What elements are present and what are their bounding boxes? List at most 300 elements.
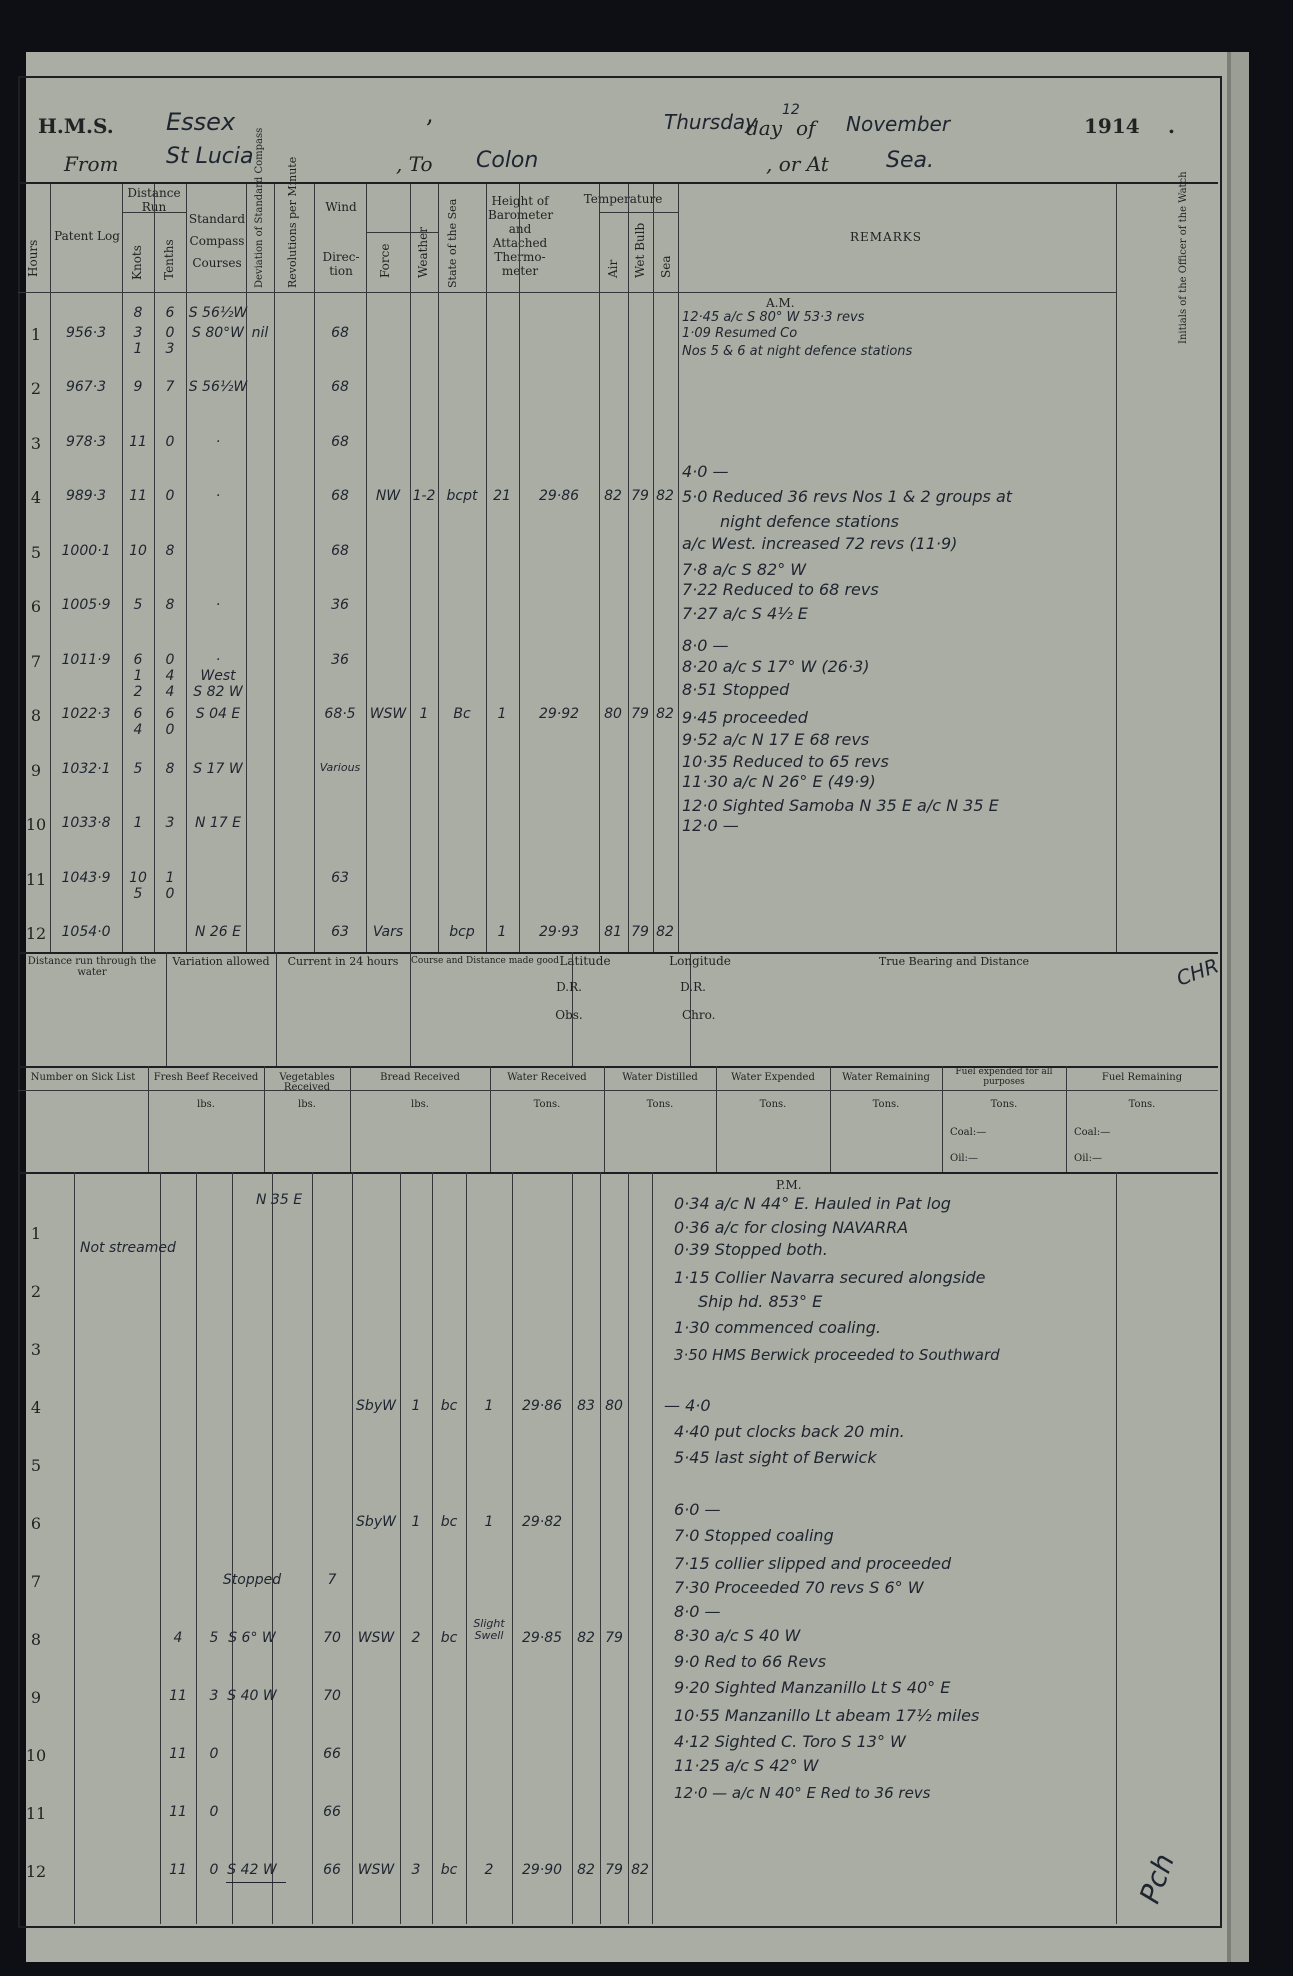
am-extra-knots: 1 xyxy=(133,340,143,357)
am-rev-4: 68 xyxy=(331,488,349,504)
am-remark: 8·20 a/c S 17° W (26·3) xyxy=(682,657,870,676)
am-hour-3: 3 xyxy=(30,433,42,453)
am-col-line xyxy=(486,184,487,952)
am-rev-6: 36 xyxy=(331,597,349,613)
pm-sea-state-12: 2 xyxy=(484,1862,494,1878)
am-remark: 7·27 a/c S 4½ E xyxy=(682,604,808,623)
am-course-2: S 56½W xyxy=(188,379,248,395)
am-log-1: 956·3 xyxy=(65,324,107,341)
coal-label: Coal:— xyxy=(1074,1127,1111,1138)
am-log-6: 1005·9 xyxy=(61,597,111,613)
am-remark: 9·52 a/c N 17 E 68 revs xyxy=(682,730,870,749)
force-header: Force xyxy=(378,243,392,278)
pm-hour-10: 10 xyxy=(25,1746,47,1765)
wind-header: Wind xyxy=(325,200,357,214)
ship-name: Essex xyxy=(166,108,236,136)
pm-baro-12: 29·90 xyxy=(521,1862,563,1878)
am-col-line xyxy=(186,184,187,952)
am-knots-9: 5 xyxy=(133,760,143,777)
latitude-label: Latitude xyxy=(559,954,611,968)
at-location: Sea. xyxy=(886,148,934,173)
am-baro-8: 29·92 xyxy=(538,706,580,722)
day-number: 12 xyxy=(782,102,800,118)
barometer-header: Height of Barometer and Attached Thermo-meter xyxy=(488,194,554,278)
supplies-header-0: Number on Sick List xyxy=(30,1072,136,1083)
supplies-header-3: Bread Received xyxy=(380,1072,460,1083)
am-col-line xyxy=(628,184,629,952)
pm-remark: 7·15 collier slipped and proceeded xyxy=(674,1554,952,1573)
pm-remark: 12·0 — a/c N 40° E Red to 36 revs xyxy=(674,1784,931,1802)
pm-knots-9: 11 xyxy=(169,1688,187,1704)
am-remark: 8·0 — xyxy=(682,636,729,655)
pm-wind-dir-12: WSW xyxy=(357,1862,395,1878)
pm-remark: 1·15 Collier Navarra secured alongside xyxy=(674,1268,986,1287)
compass-header: Standard Compass Courses xyxy=(188,212,246,270)
pm-remark: 7·0 Stopped coaling xyxy=(674,1526,834,1545)
am-remark: 7·8 a/c S 82° W xyxy=(682,560,807,579)
of-label: of xyxy=(796,116,816,140)
am-tenths-5: 8 xyxy=(165,542,175,559)
pm-remark: 8·30 a/c S 40 W xyxy=(674,1626,801,1645)
am-weather-8: Bc xyxy=(453,706,471,722)
am-tenths-6: 8 xyxy=(165,597,175,613)
pm-label: P.M. xyxy=(776,1178,802,1192)
pm-remark: 5·45 last sight of Berwick xyxy=(674,1448,877,1467)
am-force-4: 1-2 xyxy=(412,488,436,504)
am-sea-state-8: 1 xyxy=(497,706,507,722)
am-sea-state-12: 1 xyxy=(497,924,507,940)
pm-knots-10: 11 xyxy=(169,1746,187,1762)
header-bottom-line xyxy=(18,292,1116,293)
am-extra-course: West xyxy=(200,667,236,684)
am-tenths-2: 7 xyxy=(165,379,175,395)
pm-weather-8: bc xyxy=(440,1630,458,1646)
initials-header: Initials of the Officer of the Watch xyxy=(1178,171,1189,344)
pm-hour-6: 6 xyxy=(30,1514,42,1533)
weekday: Thursday xyxy=(664,110,757,134)
am-wet-8: 79 xyxy=(631,706,649,722)
supplies-unit-9: Tons. xyxy=(1128,1099,1156,1110)
am-remark: 11·30 a/c N 26° E (49·9) xyxy=(682,772,876,791)
am-extra-tenths: 4 xyxy=(165,683,175,700)
am-rev-5: 68 xyxy=(331,542,349,559)
pm-remark: 3·50 HMS Berwick proceeded to Southward xyxy=(674,1346,1000,1364)
am-weather-4: bcpt xyxy=(446,488,478,504)
am-col-line xyxy=(1116,184,1117,952)
pm-course-7: Stopped xyxy=(222,1572,282,1588)
am-wind-dir-12: Vars xyxy=(372,924,404,940)
am-log-2: 967·3 xyxy=(65,379,107,395)
coal-label: Coal:— xyxy=(950,1127,987,1138)
pm-rev-8: 70 xyxy=(323,1630,341,1646)
pm-course-12: S 42 W xyxy=(227,1862,277,1878)
am-col-line xyxy=(274,184,275,952)
am-knots-5: 10 xyxy=(129,542,147,559)
am-log-4: 989·3 xyxy=(65,488,107,504)
pm-remark: 0·39 Stopped both. xyxy=(674,1240,828,1259)
am-tenths-10: 3 xyxy=(165,815,175,831)
at-label: , or At xyxy=(766,152,829,176)
supplies-header-5: Water Distilled xyxy=(622,1072,698,1083)
am-hour-7: 7 xyxy=(30,651,42,671)
am-col-line xyxy=(519,184,520,952)
supplies-unit-7: Tons. xyxy=(872,1099,900,1110)
am-extra-tenths: 0 xyxy=(165,722,175,738)
am-air-4: 82 xyxy=(604,488,622,504)
deviation-header: Deviation of Standard Compass xyxy=(254,127,265,288)
hms-label: H.M.S. xyxy=(38,114,114,138)
pm-hour-3: 3 xyxy=(30,1340,42,1359)
am-log-10: 1033·8 xyxy=(61,815,111,831)
am-remark: 1·09 Resumed Co xyxy=(682,326,798,341)
am-force-8: 1 xyxy=(419,706,429,722)
am-knots-2: 9 xyxy=(133,379,143,395)
pm-tenths-10: 0 xyxy=(209,1746,219,1762)
supplies-header-9: Fuel Remaining xyxy=(1101,1072,1183,1083)
knots-header: Knots xyxy=(130,245,144,280)
remarks-header: REMARKS xyxy=(850,230,922,244)
pm-weather-12: bc xyxy=(440,1862,458,1878)
supplies-unit-5: Tons. xyxy=(646,1099,674,1110)
pm-hour-7: 7 xyxy=(30,1572,42,1591)
sea-state-header: State of the Sea xyxy=(446,198,459,288)
quote-close: , xyxy=(426,100,434,128)
pm-hour-5: 5 xyxy=(30,1456,42,1475)
am-course-8: S 04 E xyxy=(195,706,241,722)
am-extra-tenths: 4 xyxy=(165,667,175,684)
am-log-9: 1032·1 xyxy=(61,760,111,777)
supplies-unit-6: Tons. xyxy=(759,1099,787,1110)
am-wind-dir-4: NW xyxy=(375,488,401,504)
dr-lat: D.R. xyxy=(556,980,582,994)
am-col-line xyxy=(678,184,679,952)
supplies-unit-2: lbs. xyxy=(298,1099,316,1110)
supplies-unit-8: Tons. xyxy=(990,1099,1018,1110)
pm-col-line xyxy=(628,1172,629,1924)
chro-long: Chro. xyxy=(682,1008,716,1022)
supplies-header-4: Water Received xyxy=(507,1072,587,1083)
pm-col-line xyxy=(272,1172,273,1924)
am-col-line xyxy=(246,184,247,952)
air-header: Air xyxy=(606,259,620,278)
wind-sub-line xyxy=(366,232,438,233)
am-rev-1: 68 xyxy=(331,324,349,341)
pm-hour-2: 2 xyxy=(30,1282,42,1301)
am-col-line xyxy=(314,184,315,952)
pm-rev-7: 7 xyxy=(327,1572,337,1588)
longitude-label: Longitude xyxy=(669,954,731,968)
am-col-line xyxy=(366,184,367,952)
am-remark: 9·45 proceeded xyxy=(682,708,808,727)
am-label: A.M. xyxy=(766,296,795,310)
pm-remark: 4·12 Sighted C. Toro S 13° W xyxy=(674,1732,906,1751)
am-sea-12: 82 xyxy=(656,924,674,940)
pm-col-line xyxy=(400,1172,401,1924)
oil-label: Oil:— xyxy=(950,1153,978,1164)
pm-weather-6: bc xyxy=(440,1514,458,1530)
pm-remark: 4·40 put clocks back 20 min. xyxy=(674,1422,905,1441)
am-extra-knots: 4 xyxy=(133,722,143,738)
pm-rev-10: 66 xyxy=(323,1746,341,1762)
pm-sea-state-4: 1 xyxy=(484,1398,494,1414)
pm-wet-4: 80 xyxy=(605,1398,623,1414)
to-port: Colon xyxy=(476,148,539,173)
temp-sub-line xyxy=(599,212,678,213)
am-course-7: · xyxy=(215,651,221,668)
am-rev-12: 63 xyxy=(331,924,349,940)
am-extra-course: S 56½W xyxy=(188,304,248,321)
pm-col-line xyxy=(512,1172,513,1924)
am-extra-knots: 1 xyxy=(133,667,143,684)
pm-remark: Ship hd. 853° E xyxy=(698,1292,823,1311)
am-sea-state-4: 21 xyxy=(493,488,511,504)
am-course-1: S 80°W xyxy=(192,324,244,341)
am-extra-knots: 5 xyxy=(133,885,143,902)
am-rev-11: 63 xyxy=(331,869,349,886)
current-label: Current in 24 hours xyxy=(287,955,399,968)
pm-tenths-9: 3 xyxy=(209,1688,219,1704)
am-col-line xyxy=(410,184,411,952)
am-course-12: N 26 E xyxy=(194,924,242,940)
pm-col-line xyxy=(572,1172,573,1924)
from-label: From xyxy=(64,152,119,176)
am-log-3: 978·3 xyxy=(65,433,107,450)
am-knots-11: 10 xyxy=(129,869,147,886)
pm-course-underline xyxy=(226,1882,286,1883)
am-rev-2: 68 xyxy=(331,379,349,395)
am-remark: 5·0 Reduced 36 revs Nos 1 & 2 groups at xyxy=(682,487,1013,506)
pm-remark: 9·0 Red to 66 Revs xyxy=(674,1652,827,1671)
am-col-line xyxy=(122,184,123,952)
am-rev-9: Various xyxy=(319,760,361,774)
year-period: . xyxy=(1168,114,1175,138)
pm-initials: Pch xyxy=(1132,1849,1182,1908)
am-knots-4: 11 xyxy=(129,488,147,504)
am-remark: 12·45 a/c S 80° W 53·3 revs xyxy=(682,310,865,325)
am-remark: a/c West. increased 72 revs (11·9) xyxy=(682,534,958,553)
pm-baro-6: 29·82 xyxy=(521,1514,563,1530)
pm-remark: 10·55 Manzanillo Lt abeam 17½ miles xyxy=(674,1706,980,1725)
pm-remark: 8·0 — xyxy=(674,1602,721,1621)
am-course-6: · xyxy=(215,597,221,613)
am-initials: CHR xyxy=(1173,953,1222,991)
am-col-line xyxy=(154,184,155,952)
pm-hour-9: 9 xyxy=(30,1688,42,1707)
am-col-line xyxy=(50,184,51,952)
pm-sea-state-6: 1 xyxy=(484,1514,494,1530)
pm-col-line xyxy=(466,1172,467,1924)
am-hour-10: 10 xyxy=(25,815,47,834)
am-wet-4: 79 xyxy=(631,488,649,504)
am-extra-knots: 2 xyxy=(133,683,143,700)
am-extra-course: S 82 W xyxy=(193,683,243,700)
pm-force-12: 3 xyxy=(411,1862,421,1878)
am-hour-11: 11 xyxy=(25,869,47,889)
pm-remark: 11·25 a/c S 42° W xyxy=(674,1756,819,1775)
am-remark: Nos 5 & 6 at night defence stations xyxy=(682,344,913,359)
pm-wind-dir-4: SbyW xyxy=(356,1398,396,1414)
am-wet-12: 79 xyxy=(631,924,649,940)
am-remark: night defence stations xyxy=(720,512,899,531)
am-course-9: S 17 W xyxy=(193,760,243,777)
am-tenths-8: 6 xyxy=(165,706,175,722)
pm-wind-dir-6: SbyW xyxy=(356,1514,396,1530)
year: 1914 xyxy=(1084,114,1140,138)
am-wind-dir-8: WSW xyxy=(369,706,407,722)
pm-col-line xyxy=(1116,1172,1117,1924)
pm-col-line xyxy=(600,1172,601,1924)
am-remark: 12·0 Sighted Samoba N 35 E a/c N 35 E xyxy=(682,796,999,815)
month: November xyxy=(846,112,951,136)
am-tenths-1: 0 xyxy=(165,324,175,341)
am-tenths-7: 0 xyxy=(165,651,175,668)
pm-col-line xyxy=(74,1172,75,1924)
pm-top-course: N 35 E xyxy=(256,1192,303,1208)
to-label: , To xyxy=(396,152,433,176)
course-made-label: Course and Distance made good xyxy=(411,956,559,966)
pm-hour-1: 1 xyxy=(30,1224,42,1243)
noon-top-line xyxy=(18,952,1218,954)
am-hour-5: 5 xyxy=(30,542,42,562)
am-knots-1: 3 xyxy=(133,324,143,341)
am-remark: 10·35 Reduced to 65 revs xyxy=(682,752,889,771)
pm-remark: 6·0 — xyxy=(674,1500,721,1519)
am-tenths-4: 0 xyxy=(165,488,175,504)
logbook-page xyxy=(26,52,1231,1962)
pm-remark: 0·36 a/c for closing NAVARRA xyxy=(674,1218,909,1237)
am-course-3: · xyxy=(215,433,221,450)
direction-header: Direc-tion xyxy=(322,250,360,278)
am-weather-12: bcp xyxy=(449,924,475,940)
supplies-header-line xyxy=(18,1090,1218,1091)
pm-wind-dir-8: WSW xyxy=(357,1630,395,1646)
am-hour-2: 2 xyxy=(30,379,42,398)
supplies-header-8: Fuel expended for all purposes xyxy=(955,1067,1053,1087)
supplies-unit-4: Tons. xyxy=(533,1099,561,1110)
am-remark: 4·0 — xyxy=(682,462,729,481)
pm-hour-8: 8 xyxy=(30,1630,42,1649)
am-col-line xyxy=(653,184,654,952)
pm-hour-12: 12 xyxy=(25,1862,47,1881)
am-extra-tenths: 3 xyxy=(165,340,175,357)
pm-tenths-11: 0 xyxy=(209,1804,219,1820)
am-knots-10: 1 xyxy=(133,815,143,831)
pm-sea-12: 82 xyxy=(631,1862,649,1878)
pm-knots-11: 11 xyxy=(169,1804,187,1820)
am-col-line xyxy=(438,184,439,952)
am-extra-tenths: 6 xyxy=(165,304,175,321)
pm-force-6: 1 xyxy=(411,1514,421,1530)
pm-air-4: 83 xyxy=(577,1398,595,1414)
am-sea-4: 82 xyxy=(656,488,674,504)
bearing-label: True Bearing and Distance xyxy=(878,955,1030,968)
pm-remark: 9·20 Sighted Manzanillo Lt S 40° E xyxy=(674,1678,951,1697)
am-baro-4: 29·86 xyxy=(538,488,580,504)
pm-force-8: 2 xyxy=(411,1630,421,1646)
am-rev-8: 68·5 xyxy=(324,706,356,722)
pm-knots-8: 4 xyxy=(173,1630,183,1646)
header-rule xyxy=(18,182,1218,184)
am-rev-3: 68 xyxy=(331,433,349,450)
pm-rev-9: 70 xyxy=(323,1688,341,1704)
am-tenths-3: 0 xyxy=(165,433,175,450)
pm-air-12: 82 xyxy=(577,1862,595,1878)
am-hour-8: 8 xyxy=(30,706,42,725)
pm-col-line xyxy=(652,1172,653,1924)
supplies-bottom-line xyxy=(18,1172,1218,1174)
pm-wet-8: 79 xyxy=(605,1630,623,1646)
am-remark: 8·51 Stopped xyxy=(682,680,790,699)
am-hour-6: 6 xyxy=(30,597,42,616)
pm-sick-note: Not streamed xyxy=(80,1240,176,1256)
pm-course-9: S 40 W xyxy=(227,1688,277,1704)
pm-sea-state-8: Slight Swell xyxy=(473,1617,505,1642)
am-air-8: 80 xyxy=(604,706,622,722)
am-remark: 12·0 — xyxy=(682,816,739,835)
pm-tenths-8: 5 xyxy=(209,1630,219,1646)
noon-col-line xyxy=(410,952,411,1066)
pm-air-8: 82 xyxy=(577,1630,595,1646)
noon-col-line xyxy=(166,952,167,1066)
pm-force-4: 1 xyxy=(411,1398,421,1414)
tenths-header: Tenths xyxy=(162,239,176,280)
sea-temp-header: Sea xyxy=(659,255,673,278)
am-course-4: · xyxy=(215,488,221,504)
supplies-unit-3: lbs. xyxy=(411,1099,429,1110)
am-extra-knots: 8 xyxy=(133,304,143,321)
pm-knots-12: 11 xyxy=(169,1862,187,1878)
am-log-7: 1011·9 xyxy=(61,651,111,668)
day-label: day xyxy=(746,116,783,140)
variation-label: Variation allowed xyxy=(172,955,270,968)
am-sea-8: 82 xyxy=(656,706,674,722)
am-hour-12: 12 xyxy=(25,924,47,943)
distance-label: Distance run through the water xyxy=(27,956,157,978)
am-log-8: 1022·3 xyxy=(61,706,111,722)
pm-rev-11: 66 xyxy=(323,1804,341,1820)
am-knots-3: 11 xyxy=(129,433,147,450)
obs-lat: Obs. xyxy=(555,1008,583,1022)
am-knots-7: 6 xyxy=(133,651,143,668)
am-log-12: 1054·0 xyxy=(61,924,111,940)
oil-label: Oil:— xyxy=(1074,1153,1102,1164)
am-knots-8: 6 xyxy=(133,706,143,722)
am-extra-tenths: 0 xyxy=(165,885,175,902)
am-log-11: 1043·9 xyxy=(61,869,111,886)
noon-col-line xyxy=(276,952,277,1066)
revolutions-header: Revolutions per Minute xyxy=(286,156,299,288)
pm-weather-4: bc xyxy=(440,1398,458,1414)
from-port: St Lucia xyxy=(166,144,254,169)
dr-long: D.R. xyxy=(680,980,706,994)
supplies-header-1: Fresh Beef Received xyxy=(153,1072,259,1083)
am-hour-4: 4 xyxy=(30,488,42,507)
am-col-line xyxy=(599,184,600,952)
am-tenths-11: 1 xyxy=(165,869,175,886)
supplies-header-2: Vegetables Received xyxy=(279,1072,335,1093)
weather-header: Weather xyxy=(416,227,430,278)
pm-hour-4: 4 xyxy=(30,1398,42,1417)
pm-remark: 7·30 Proceeded 70 revs S 6° W xyxy=(674,1578,924,1597)
am-dev-1: nil xyxy=(251,324,269,341)
pm-course-8: S 6° W xyxy=(228,1630,276,1646)
am-rev-7: 36 xyxy=(331,651,349,668)
am-tenths-9: 8 xyxy=(165,760,175,777)
pm-col-line xyxy=(432,1172,433,1924)
distance-sub-line xyxy=(122,212,186,213)
pm-remark: 1·30 commenced coaling. xyxy=(674,1318,881,1337)
am-knots-6: 5 xyxy=(133,597,143,613)
